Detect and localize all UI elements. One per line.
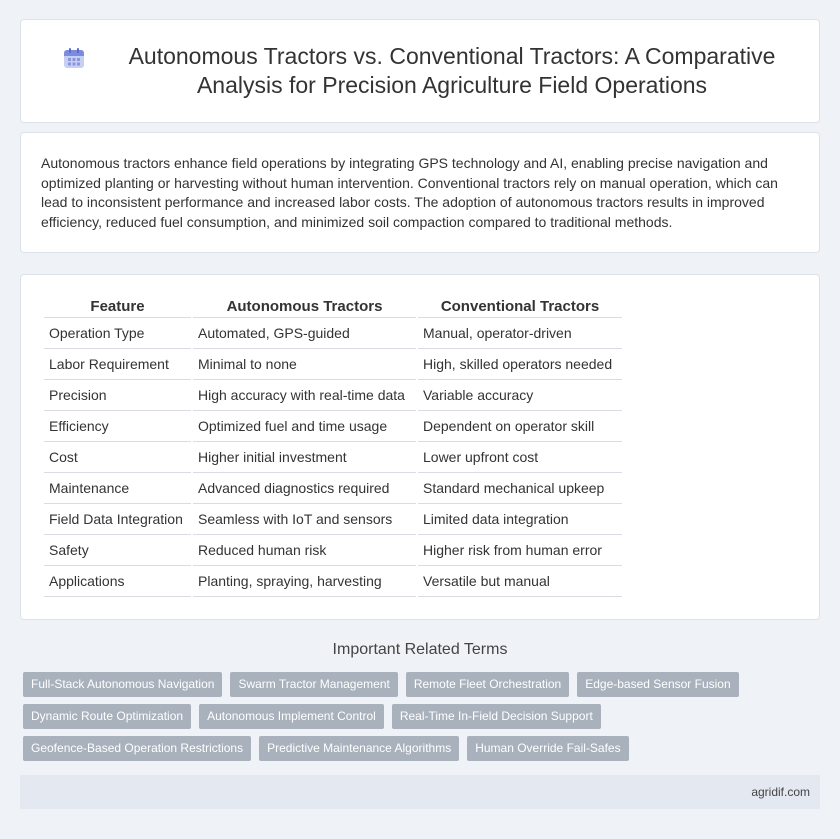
comparison-card bbox=[20, 274, 820, 620]
related-terms-list bbox=[23, 672, 803, 768]
table-cell: High accuracy with real-time data bbox=[193, 380, 416, 411]
table-cell: Variable accuracy bbox=[418, 380, 622, 411]
calendar-icon bbox=[63, 47, 85, 69]
table-row bbox=[44, 349, 622, 380]
column-header-autonomous: Autonomous Tractors bbox=[193, 295, 416, 318]
table-cell: Higher risk from human error bbox=[418, 535, 622, 566]
table-row bbox=[44, 566, 622, 597]
table-cell: High, skilled operators needed bbox=[418, 349, 622, 380]
table-row bbox=[44, 535, 622, 566]
related-terms-heading: Important Related Terms bbox=[332, 641, 508, 658]
related-term-tag[interactable]: Remote Fleet Orchestration bbox=[406, 672, 569, 697]
table-cell: Operation Type bbox=[44, 318, 191, 349]
column-header-conventional: Conventional Tractors bbox=[418, 295, 622, 318]
table-row bbox=[44, 473, 622, 504]
table-cell: Seamless with IoT and sensors bbox=[193, 504, 416, 535]
related-term-tag[interactable]: Autonomous Implement Control bbox=[199, 704, 384, 729]
title-row bbox=[61, 42, 799, 100]
intro-paragraph: Autonomous tractors enhance field operations by integrating GPS technology and AI, enabling precise navigation and optimized planting or harvesting without human intervention. Conventional tractors rely on manual operation, which can lead to inconsistent performance and increased labor costs. The adoption of autonomous tractors results in improved efficiency, reduced fuel consumption, and minimized soil compaction compared to traditional methods. bbox=[41, 155, 778, 230]
related-term-tag[interactable]: Real-Time In-Field Decision Support bbox=[392, 704, 601, 729]
page-title: Autonomous Tractors vs. Conventional Tractors: A Comparative Analysis for Precision Agriculture Field Operations bbox=[128, 43, 776, 98]
table-cell: Reduced human risk bbox=[193, 535, 416, 566]
table-cell: Manual, operator-driven bbox=[418, 318, 622, 349]
table-cell: Higher initial investment bbox=[193, 442, 416, 473]
table-cell: Applications bbox=[44, 566, 191, 597]
comparison-table bbox=[42, 295, 624, 597]
table-cell: Minimal to none bbox=[193, 349, 416, 380]
table-header-row bbox=[44, 295, 622, 318]
title-card bbox=[20, 19, 820, 123]
table-cell: Planting, spraying, harvesting bbox=[193, 566, 416, 597]
related-term-tag[interactable]: Predictive Maintenance Algorithms bbox=[259, 736, 459, 761]
table-cell: Dependent on operator skill bbox=[418, 411, 622, 442]
table-row bbox=[44, 380, 622, 411]
footer-site-link[interactable]: agridif.com bbox=[751, 785, 810, 799]
table-cell: Standard mechanical upkeep bbox=[418, 473, 622, 504]
table-cell: Optimized fuel and time usage bbox=[193, 411, 416, 442]
table-cell: Maintenance bbox=[44, 473, 191, 504]
column-header-feature: Feature bbox=[44, 295, 191, 318]
intro-card bbox=[20, 132, 820, 253]
related-term-tag[interactable]: Geofence-Based Operation Restrictions bbox=[23, 736, 251, 761]
table-row bbox=[44, 318, 622, 349]
table-row bbox=[44, 504, 622, 535]
table-cell: Limited data integration bbox=[418, 504, 622, 535]
table-cell: Advanced diagnostics required bbox=[193, 473, 416, 504]
related-term-tag[interactable]: Full-Stack Autonomous Navigation bbox=[23, 672, 222, 697]
table-cell: Precision bbox=[44, 380, 191, 411]
table-cell: Field Data Integration bbox=[44, 504, 191, 535]
table-cell: Efficiency bbox=[44, 411, 191, 442]
table-row bbox=[44, 411, 622, 442]
table-cell: Safety bbox=[44, 535, 191, 566]
related-term-tag[interactable]: Human Override Fail-Safes bbox=[467, 736, 628, 761]
related-term-tag[interactable]: Dynamic Route Optimization bbox=[23, 704, 191, 729]
table-cell: Versatile but manual bbox=[418, 566, 622, 597]
table-row bbox=[44, 442, 622, 473]
table-cell: Cost bbox=[44, 442, 191, 473]
table-cell: Lower upfront cost bbox=[418, 442, 622, 473]
related-term-tag[interactable]: Swarm Tractor Management bbox=[230, 672, 397, 697]
footer bbox=[20, 775, 820, 809]
table-cell: Labor Requirement bbox=[44, 349, 191, 380]
table-cell: Automated, GPS-guided bbox=[193, 318, 416, 349]
related-term-tag[interactable]: Edge-based Sensor Fusion bbox=[577, 672, 738, 697]
